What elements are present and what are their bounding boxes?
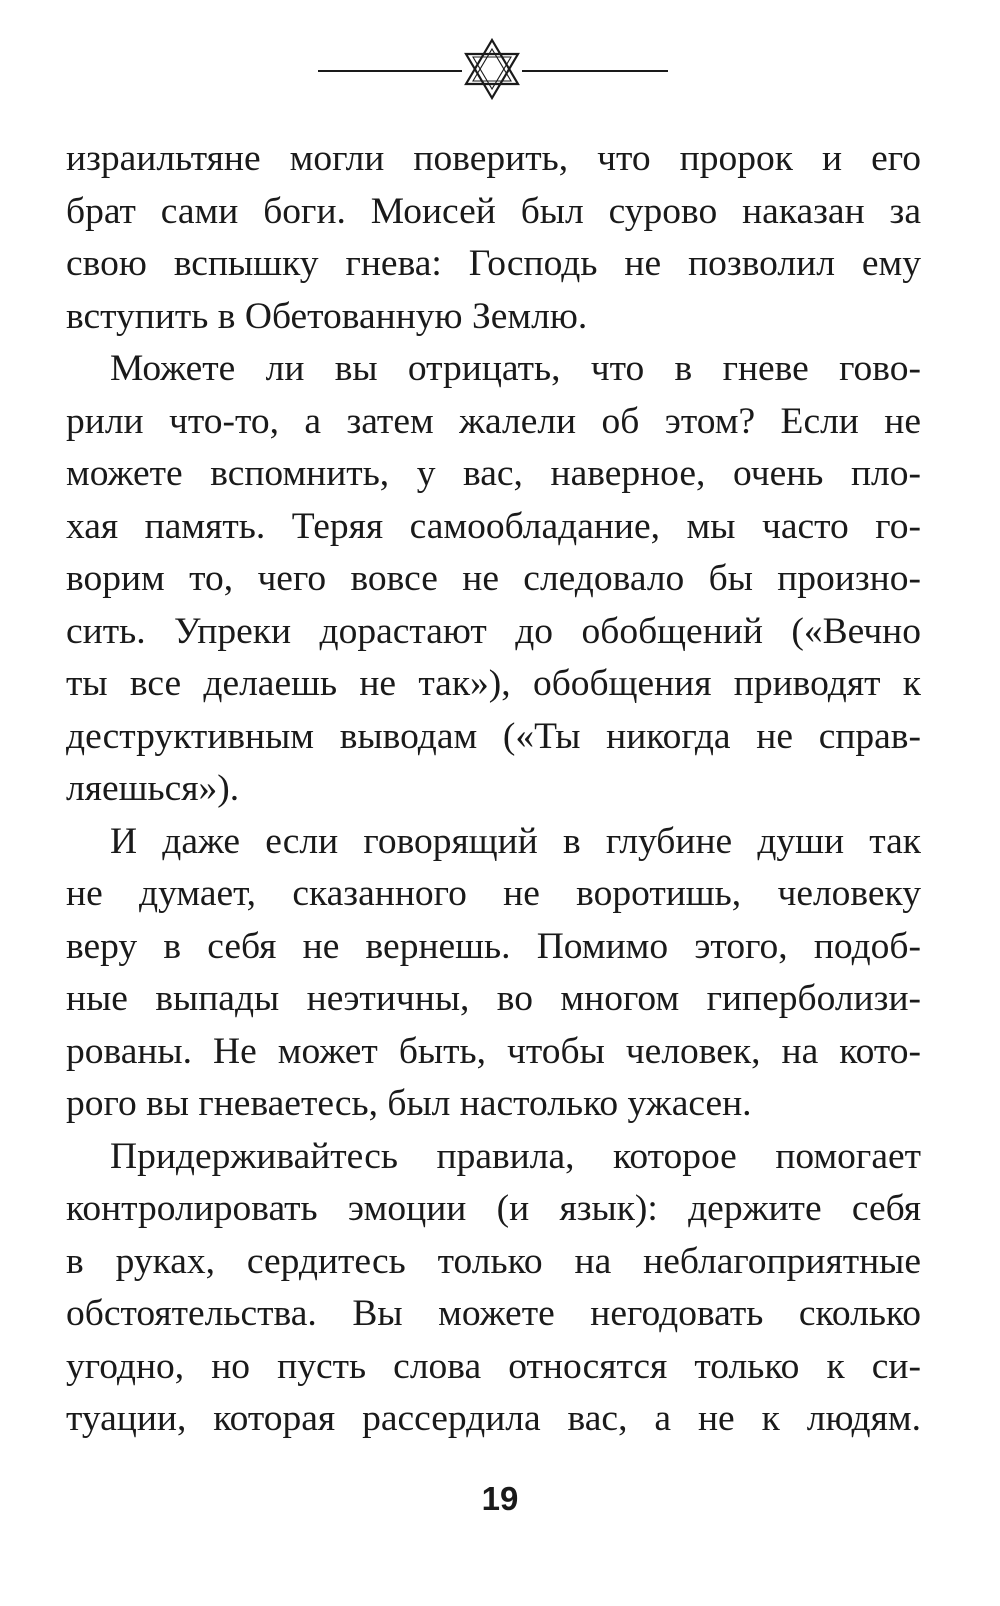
text-line: угодно, но пусть слова относятся только к си- — [66, 1345, 921, 1387]
text-line: обстоятельства. Вы можете негодовать сколько — [66, 1293, 921, 1334]
text-line: Можете ли вы отрицать, что в гневе гово- — [110, 348, 921, 389]
text-line: брат сами боги. Моисей был сурово наказан за — [66, 190, 921, 232]
text-line: ные выпады неэтичны, во многом гиперболизи- — [66, 978, 921, 1019]
text-line: ляешься»). — [66, 768, 240, 809]
text-line: свою вспышку гнева: Господь не позволил ему — [66, 243, 921, 284]
page-number: 19 — [481, 1480, 519, 1517]
text-line: не думает, сказанного не воротишь, человеку — [66, 873, 921, 914]
header-ornament — [0, 36, 1000, 106]
text-line: веру в себя не вернешь. Помимо этого, подоб- — [66, 925, 921, 967]
text-line: рованы. Не может быть, чтобы человек, на кото- — [66, 1030, 921, 1072]
text-line: ты все делаешь не так»), обобщения приводят к — [66, 663, 921, 704]
text-line: можете вспомнить, у вас, наверное, очень пло- — [66, 453, 921, 494]
text-line: в руках, сердитесь только на неблагоприятные — [66, 1240, 921, 1282]
text-line: хая память. Теряя самообладание, мы часто го- — [66, 505, 921, 547]
text-line: И даже если говорящий в глубине души так — [110, 820, 921, 862]
text-line: контролировать эмоции (и язык): держите себя — [66, 1188, 921, 1229]
page-text — [66, 133, 921, 1446]
text-line: деструктивным выводам («Ты никогда не справ- — [66, 715, 921, 757]
text-line: Придерживайтесь правила, которое помогает — [110, 1135, 921, 1177]
star-of-david-icon — [466, 40, 518, 98]
text-line: ворим то, чего вовсе не следовало бы произно- — [66, 558, 921, 599]
paragraph — [66, 1131, 921, 1446]
text-line: туации, которая рассердила вас, а не к людям. — [66, 1398, 921, 1439]
text-line: рого вы гневаетесь, был настолько ужасен. — [66, 1083, 752, 1124]
text-line: рили что-то, а затем жалели об этом? Если не — [66, 400, 921, 442]
paragraph — [66, 343, 921, 816]
paragraph — [66, 133, 921, 343]
text-line: израильтяне могли поверить, что пророк и его — [66, 138, 921, 179]
text-line: вступить в Обетованную Землю. — [66, 295, 588, 337]
paragraph — [66, 816, 921, 1131]
text-line: сить. Упреки дорастают до обобщений («Вечно — [66, 610, 921, 652]
